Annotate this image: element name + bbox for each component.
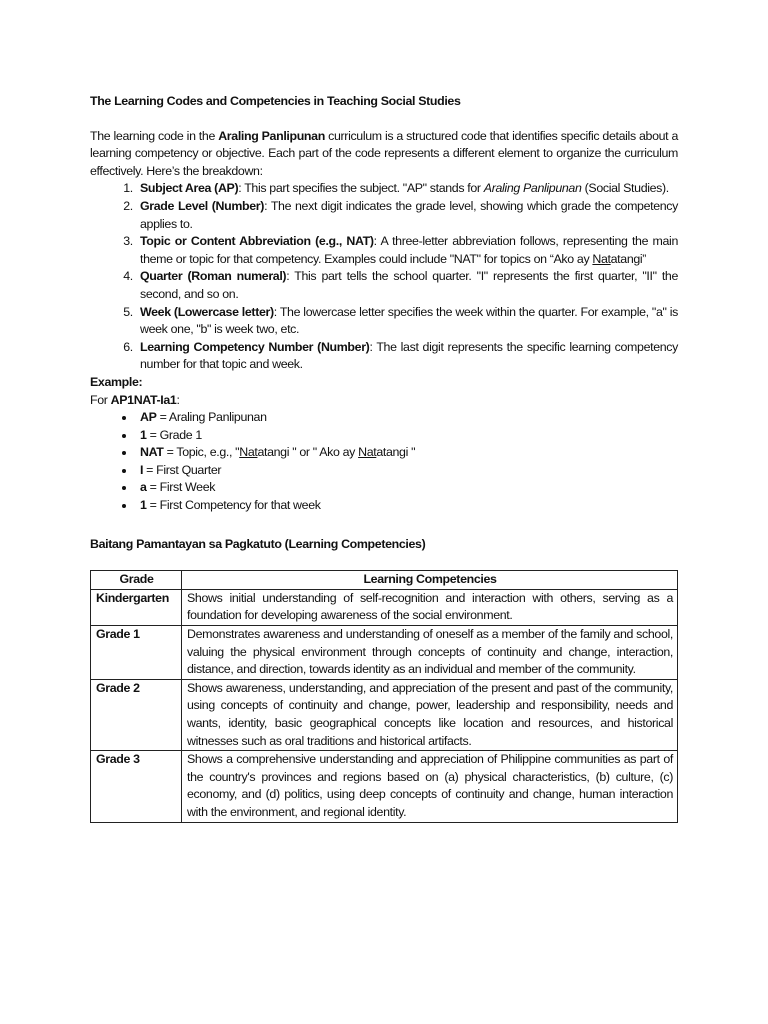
example-underline: Nat <box>239 445 258 460</box>
example-item <box>136 427 678 445</box>
example-for-pre: For <box>90 392 111 407</box>
breakdown-term: Learning Competency Number (Number) <box>140 339 370 354</box>
table-row <box>91 589 678 625</box>
example-item <box>136 462 678 480</box>
document-page <box>90 93 678 823</box>
breakdown-underline: Nat <box>592 251 611 266</box>
example-value: = Araling Panlipunan <box>156 410 267 425</box>
competency-cell: Shows a comprehensive understanding and appreciation of Philippine communities as part of the country's provinces and regions based on (a) physical characteristics, (b) culture, (c) economy, and (d) politics, using deep concepts of continuity and change, human interaction with the environment, and regional identity. <box>182 751 678 822</box>
example-key: 1 <box>140 498 147 513</box>
breakdown-term: Quarter (Roman numeral) <box>140 269 287 284</box>
example-end: atangi " <box>376 445 416 460</box>
breakdown-list <box>90 180 678 374</box>
breakdown-item-competency <box>136 339 678 374</box>
column-header-competencies: Learning Competencies <box>182 571 678 590</box>
table-header-row <box>91 571 678 590</box>
intro-bold: Araling Panlipunan <box>218 128 325 143</box>
intro-pre: The learning code in the <box>90 128 219 143</box>
breakdown-desc: : The last digit represents the specific learning competency number for that topic and week. <box>140 339 678 372</box>
breakdown-item-topic <box>136 233 678 268</box>
example-code: AP1NAT-Ia1 <box>110 392 177 407</box>
grade-cell: Kindergarten <box>91 589 182 625</box>
competency-cell: Demonstrates awareness and understanding of oneself as a member of the family and school, valuing the physical environment through concepts of continuity and change, interaction, distance, and direction, towards identity as an individual and member of the community. <box>182 626 678 680</box>
grade-cell: Grade 1 <box>91 626 182 680</box>
grade-cell: Grade 2 <box>91 679 182 750</box>
breakdown-term: Subject Area (AP) <box>140 181 239 196</box>
document-title: The Learning Codes and Competencies in Teaching Social Studies <box>90 94 461 108</box>
intro-paragraph <box>90 128 678 181</box>
example-key: AP <box>140 410 157 425</box>
example-heading: Example: <box>90 374 143 389</box>
example-underline: Nat <box>358 445 377 460</box>
breakdown-item-week <box>136 304 678 339</box>
breakdown-desc: : This part tells the school quarter. "I" represents the first quarter, "II" the second, and so on. <box>140 269 679 301</box>
breakdown-item-grade <box>136 198 678 233</box>
competency-cell: Shows awareness, understanding, and appreciation of the present and past of the community, using concepts of continuity and change, power, leadership and responsibility, needs and wants, identity, basic geographical concepts like location and resources, and historical witnesses such as oral traditions and historical artifacts. <box>182 679 678 750</box>
column-header-grade: Grade <box>91 571 182 590</box>
example-value: = First Quarter <box>143 462 222 477</box>
example-for-post: : <box>176 392 180 407</box>
section-title: Baitang Pamantayan sa Pagkatuto (Learning Competencies) <box>90 536 426 551</box>
breakdown-desc: : A three-letter abbreviation follows, representing the main theme or topic for that competency. Examples could include "NAT" for topics on “Ako ay <box>140 234 678 266</box>
example-value: = Grade 1 <box>146 427 202 442</box>
breakdown-term: Topic or Content Abbreviation (e.g., NAT) <box>140 234 374 249</box>
example-item <box>136 497 678 515</box>
breakdown-desc: : The lowercase letter specifies the week within the quarter. For example, "a" is week one, "b" is week two, etc. <box>140 304 678 337</box>
example-value: = First Week <box>146 480 216 495</box>
breakdown-term: Week (Lowercase letter) <box>140 304 274 319</box>
breakdown-term: Grade Level (Number) <box>140 198 265 213</box>
example-for-line <box>90 392 678 410</box>
breakdown-desc: : This part specifies the subject. "AP" stands for <box>238 181 484 196</box>
example-item <box>136 409 678 427</box>
table-row <box>91 679 678 750</box>
breakdown-tail: atangi” <box>610 251 647 266</box>
example-key: I <box>140 462 144 477</box>
example-key: NAT <box>140 445 164 460</box>
breakdown-item-quarter <box>136 268 678 303</box>
example-value: = First Competency for that week <box>146 498 321 513</box>
competencies-table <box>90 570 678 822</box>
example-key: a <box>140 480 147 495</box>
competency-cell: Shows initial understanding of self-recognition and interaction with others, serving as a foundation for developing awareness of the social environment. <box>182 589 678 625</box>
table-row <box>91 751 678 822</box>
example-list <box>90 409 678 515</box>
table-row <box>91 626 678 680</box>
example-value: = Topic, e.g., " <box>163 445 240 460</box>
breakdown-item-subject <box>136 180 678 198</box>
example-item <box>136 444 678 462</box>
breakdown-italic: Araling Panlipunan <box>483 181 582 196</box>
example-key: 1 <box>140 427 147 442</box>
intro-post: curriculum is a structured code that identifies specific details about a learning competency or objective. Each part of the code represents a different element to organize the curriculum effectively. Here’s the breakdown: <box>90 128 678 178</box>
example-mid: atangi " or " Ako ay <box>257 445 359 460</box>
breakdown-tail: (Social Studies). <box>581 181 669 196</box>
grade-cell: Grade 3 <box>91 751 182 822</box>
breakdown-desc: : The next digit indicates the grade level, showing which grade the competency applies to. <box>140 198 678 231</box>
example-item <box>136 479 678 497</box>
